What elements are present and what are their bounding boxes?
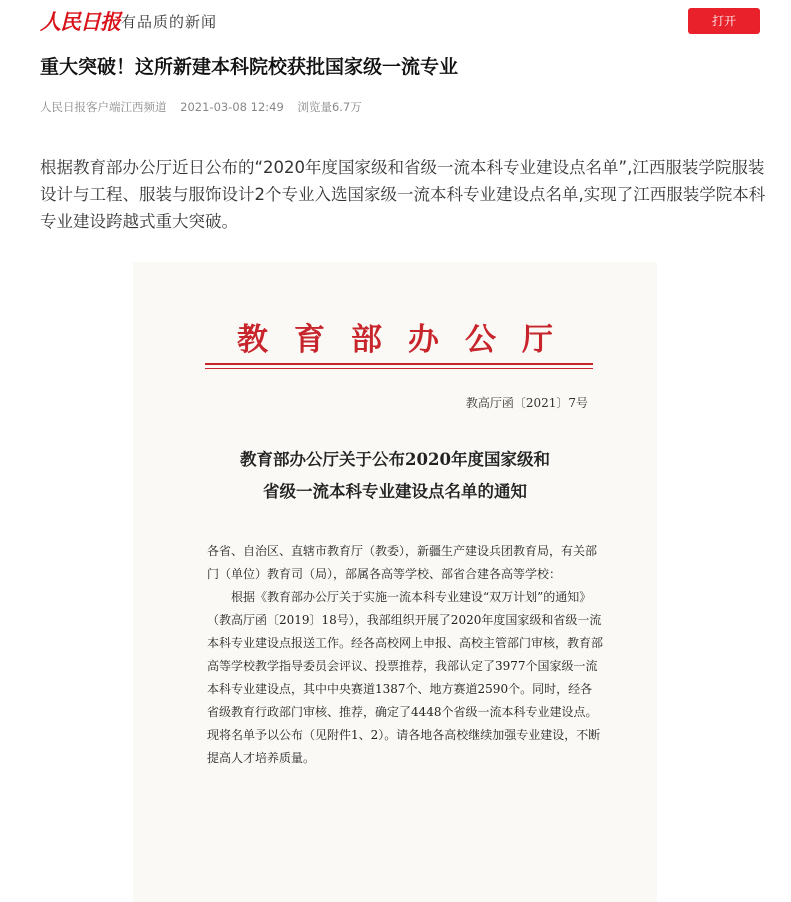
article-title: 重大突破！这所新建本科院校获批国家级一流专业 — [40, 56, 459, 78]
document-paragraph-1: 各省、自治区、直辖市教育厅（教委），新疆生产建设兵团教育局，有关部门（单位）教育司（局），部属各高等学校、部省合建各高等学校： — [207, 544, 598, 581]
document-heading: 教育部办公厅 — [237, 322, 579, 358]
document-paragraph-2: 根据《教育部办公厅关于实施一流本科专业建设“双万计划”的通知》（教高厅函〔2019〕18号），我部组织开展了2020年度国家级和省级一流本科专业建设点报送工作。经各高校网上申报、高校主管部门审核，教育部高等学校教学指导委员会评议、投票推荐，我部认定了3977个国家级一流本科专业建设点，其中中央赛道1387个、地方赛道2590个。同时，经各省级教育行政部门审核、推荐，确定了4448个省级一流本科专业建设点。现将名单予以公布（见附件1、2）。请各地各高校继续加强专业建设，不断提高人才培养质量。 — [207, 590, 604, 765]
article-date: 2021-03-08 12:49 — [180, 100, 284, 114]
article-views: 浏览量6.7万 — [297, 100, 362, 114]
article-meta — [40, 99, 372, 115]
article-lead: 根据教育部办公厅近日公布的“2020年度国家级和省级一流本科专业建设点名单”,江西服装学院服装设计与工程、服装与服饰设计2个专业入选国家级一流本科专业建设点名单,实现了江西服装学院本科专业建设跨越式重大突破。 — [40, 158, 766, 231]
red-divider — [205, 363, 593, 365]
document-title — [133, 444, 657, 508]
brand-slogan: 有品质的新闻 — [121, 13, 218, 31]
document-title-line1: 教育部办公厅关于公布2020年度国家级和 — [240, 450, 550, 469]
top-bar — [0, 0, 791, 42]
red-divider-thin — [205, 368, 593, 369]
brand-logo[interactable]: 人民日报 — [40, 9, 120, 34]
document-title-line2: 省级一流本科专业建设点名单的通知 — [263, 482, 527, 501]
document-image[interactable] — [133, 262, 657, 902]
open-app-button[interactable]: 打开 — [688, 8, 760, 34]
document-number: 教高厅函〔2021〕7号 — [465, 396, 588, 410]
article-source[interactable]: 人民日报客户端江西频道 — [40, 100, 167, 114]
document-body — [207, 540, 603, 770]
